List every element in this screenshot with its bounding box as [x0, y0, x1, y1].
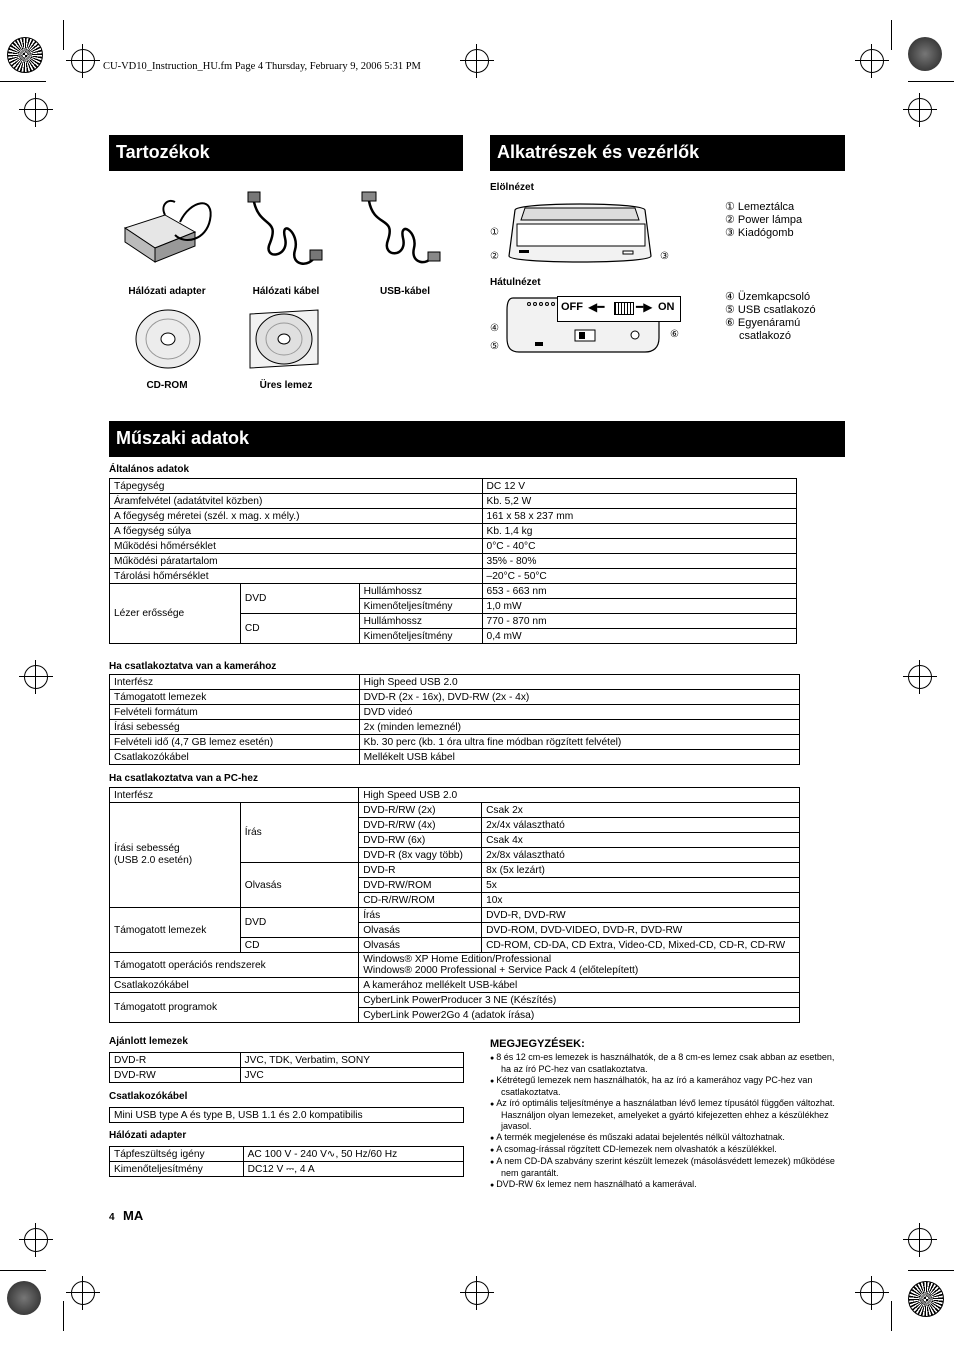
list-item: ● 8 és 12 cm-es lemezek is használhatók, de a 8 cm-es lemez csak abban az esetben, ha az író PC-hez van csatlakoztatva.	[490, 1052, 846, 1075]
spec-value: CyberLink Power2Go 4 (adatok írása)	[359, 1008, 800, 1023]
crop-line	[891, 20, 892, 50]
mode-label: Írás	[240, 803, 358, 863]
spec-value: High Speed USB 2.0	[359, 675, 799, 690]
spec-value: 2x (minden lemeznél)	[359, 720, 799, 735]
spec-key: Tárolási hőmérséklet	[110, 569, 483, 584]
spec-subkey: Kimenőteljesítmény	[359, 629, 482, 644]
usb-cable-illustration	[356, 188, 446, 273]
spec-value: A kamerához mellékelt USB-kábel	[359, 978, 800, 993]
media-type: DVD-R (8x vagy több)	[359, 848, 482, 863]
media-type: DVD	[240, 584, 359, 614]
accessory-cd-rom-caption: CD-ROM	[146, 380, 188, 391]
crosshair-mark	[860, 1281, 884, 1305]
spec-key: Csatlakozókábel	[110, 750, 360, 765]
crosshair-mark	[24, 98, 48, 122]
spec-key: Felvételi formátum	[110, 705, 360, 720]
spec-key: Támogatott programok	[110, 993, 359, 1023]
crosshair-mark	[71, 1281, 95, 1305]
media-type: DVD-R	[359, 863, 482, 878]
spec-key: Áramfelvétel (adatátvitel közben)	[110, 494, 483, 509]
switch-off-label: OFF	[561, 301, 583, 313]
media-type: DVD-RW/ROM	[359, 878, 482, 893]
mode-label: Írás	[359, 908, 482, 923]
spec-value: Kb. 5,2 W	[482, 494, 796, 509]
spec-value: CD-ROM, CD-DA, CD Extra, Video-CD, Mixed-CD, CD-R, CD-RW	[482, 938, 800, 953]
switch-on-label: ON	[658, 301, 675, 313]
rear-view-label: Hátulnézet	[490, 277, 541, 288]
crosshair-mark	[24, 1228, 48, 1252]
spec-value: 1,0 mW	[482, 599, 796, 614]
spec-value: JVC, TDK, Verbatim, SONY	[240, 1053, 463, 1068]
crop-line	[0, 81, 46, 82]
legend-eject-button: ③ Kiadógomb	[725, 227, 794, 239]
spec-key: Interfész	[110, 675, 360, 690]
recommended-discs-table	[109, 1052, 464, 1083]
spec-value: DVD videó	[359, 705, 799, 720]
adapter-table	[109, 1146, 464, 1177]
table-row	[110, 803, 800, 818]
table-row	[110, 705, 800, 720]
table-row	[110, 908, 800, 923]
spec-value: 2x/8x választható	[482, 848, 800, 863]
crosshair-mark	[908, 1228, 932, 1252]
spec-key: Támogatott lemezek	[110, 690, 360, 705]
table-row	[110, 1147, 464, 1162]
table-row	[110, 1162, 464, 1177]
table-row	[110, 1053, 464, 1068]
table-row	[110, 690, 800, 705]
table-row	[110, 584, 797, 599]
spec-value: Kb. 30 perc (kb. 1 óra ultra fine módban rögzített felvétel)	[359, 735, 799, 750]
spec-key: Tápfeszültség igény	[110, 1147, 244, 1162]
spec-value: 0,4 mW	[482, 629, 796, 644]
table-row	[110, 1108, 464, 1123]
table-row	[110, 554, 797, 569]
crop-line	[908, 81, 954, 82]
table-row	[110, 735, 800, 750]
spec-key: Csatlakozókábel	[110, 978, 359, 993]
crop-line	[891, 1301, 892, 1331]
crosshair-mark	[860, 49, 884, 73]
table-row	[110, 750, 800, 765]
media-type: DVD-R/RW (2x)	[359, 803, 482, 818]
pc-specs-label: Ha csatlakoztatva van a PC-hez	[109, 773, 258, 784]
spec-key: Tápegység	[110, 479, 483, 494]
list-item: ● A termék megjelenése és műszaki adatai bejelentés nélkül változhatnak.	[490, 1132, 846, 1144]
spec-value: –20°C - 50°C	[482, 569, 796, 584]
rear-legend	[725, 291, 816, 343]
spec-value: AC 100 V - 240 V∿, 50 Hz/60 Hz	[243, 1147, 463, 1162]
table-row	[110, 978, 800, 993]
notes-title: MEGJEGYZÉSEK:	[490, 1038, 585, 1050]
media-type: DVD-RW (6x)	[359, 833, 482, 848]
accessory-power-cable-caption: Hálózati kábel	[252, 286, 320, 297]
general-specs-table	[109, 478, 797, 644]
callout-6: ⑥	[670, 329, 679, 340]
spec-key: Működési páratartalom	[110, 554, 483, 569]
callout-3: ③	[660, 251, 669, 262]
spec-value: Csak 2x	[482, 803, 800, 818]
recommended-discs-label: Ajánlott lemezek	[109, 1036, 188, 1047]
crosshair-mark	[908, 98, 932, 122]
cd-rom-illustration	[133, 308, 203, 370]
crosshair-mark	[908, 665, 932, 689]
crop-line	[63, 20, 64, 50]
spec-key: A főegység méretei (szél. x mag. x mély.)	[110, 509, 483, 524]
table-row	[110, 539, 797, 554]
os-line-2000: Windows® 2000 Professional + Service Pack 4 (előtelepített)	[363, 965, 639, 976]
front-view-illustration	[505, 198, 655, 270]
table-row	[110, 509, 797, 524]
table-row	[110, 675, 800, 690]
crosshair-mark	[465, 1281, 489, 1305]
callout-4: ④	[490, 323, 499, 334]
table-row	[110, 524, 797, 539]
spec-value: 10x	[482, 893, 800, 908]
front-view-label: Elölnézet	[490, 182, 534, 193]
spec-value: DVD-R (2x - 16x), DVD-RW (2x - 4x)	[359, 690, 799, 705]
cable-label: Csatlakozókábel	[109, 1091, 188, 1102]
camera-specs-label: Ha csatlakoztatva van a kamerához	[109, 661, 277, 672]
os-line-xp: Windows® XP Home Edition/Professional	[363, 954, 552, 965]
spec-value: 653 - 663 nm	[482, 584, 796, 599]
spec-value: High Speed USB 2.0	[359, 788, 800, 803]
legend-power-switch: ④ Üzemkapcsoló	[725, 291, 811, 303]
accessory-usb-cable-caption: USB-kábel	[379, 286, 430, 297]
spec-value: 0°C - 40°C	[482, 539, 796, 554]
table-row	[110, 479, 797, 494]
blank-disc-illustration	[244, 308, 324, 370]
spec-key: Lézer erőssége	[110, 584, 241, 644]
registration-star-mark	[7, 37, 43, 73]
legend-disc-tray: ① Lemeztálca	[725, 201, 795, 213]
spec-key: A főegység súlya	[110, 524, 483, 539]
spec-value	[359, 953, 800, 978]
front-legend	[725, 201, 802, 240]
accessories-title: Tartozékok	[109, 135, 463, 171]
spec-value: 161 x 58 x 237 mm	[482, 509, 796, 524]
spec-key	[110, 803, 241, 908]
spec-value: 8x (5x lezárt)	[482, 863, 800, 878]
notes-section	[490, 1039, 846, 1191]
spec-value: 2x/4x választható	[482, 818, 800, 833]
cable-table	[109, 1107, 464, 1123]
spec-key: DVD-RW	[110, 1068, 241, 1083]
list-item: ● DVD-RW 6x lemez nem használható a kamerával.	[490, 1179, 846, 1191]
spec-value: Kb. 1,4 kg	[482, 524, 796, 539]
list-item: ● A nem CD-DA szabvány szerint készült lemezek (másolásvédett lemezek) működése nem garantált.	[490, 1156, 846, 1179]
parts-title: Alkatrészek és vezérlők	[490, 135, 845, 171]
crop-line	[0, 1270, 46, 1271]
spec-key: Kimenőteljesítmény	[110, 1162, 244, 1177]
region-code: MA	[123, 1208, 144, 1223]
switch-arrow-right-icon: ━▶	[636, 300, 653, 314]
callout-2: ②	[490, 251, 499, 262]
spec-value: Csak 4x	[482, 833, 800, 848]
table-row	[110, 1068, 464, 1083]
callout-5: ⑤	[490, 341, 499, 352]
spec-subkey: Hullámhossz	[359, 584, 482, 599]
registration-dark-mark	[908, 37, 942, 71]
spec-value: 770 - 870 nm	[482, 614, 796, 629]
spec-subkey: Kimenőteljesítmény	[359, 599, 482, 614]
legend-dc-connector-cont: csatlakozó	[739, 330, 791, 342]
switch-slider-icon	[614, 302, 634, 315]
spec-key: Felvételi idő (4,7 GB lemez esetén)	[110, 735, 360, 750]
crosshair-mark	[71, 49, 95, 73]
spec-value: 5x	[482, 878, 800, 893]
crop-line	[63, 1301, 64, 1331]
spec-value: DVD-ROM, DVD-VIDEO, DVD-R, DVD-RW	[482, 923, 800, 938]
spec-value: DVD-R, DVD-RW	[482, 908, 800, 923]
spec-key: Írási sebesség	[110, 720, 360, 735]
spec-subkey: Hullámhossz	[359, 614, 482, 629]
table-row	[110, 494, 797, 509]
spec-value: Mini USB type A és type B, USB 1.1 és 2.0 kompatibilis	[110, 1108, 464, 1123]
callout-1: ①	[490, 227, 499, 238]
media-type: DVD-R/RW (4x)	[359, 818, 482, 833]
mode-label: Olvasás	[359, 938, 482, 953]
legend-usb-connector: ⑤ USB csatlakozó	[725, 304, 816, 316]
switch-arrow-left-icon: ◀━	[588, 300, 605, 314]
list-item: ● Kétrétegű lemezek nem használhatók, ha az író a kamerához vagy PC-hez van csatlakoztatva.	[490, 1075, 846, 1098]
spec-value: Mellékelt USB kábel	[359, 750, 799, 765]
table-row	[110, 788, 800, 803]
crop-line	[908, 1270, 954, 1271]
file-header-line: CU-VD10_Instruction_HU.fm Page 4 Thursday, February 9, 2006 5:31 PM	[103, 61, 421, 72]
spec-value: JVC	[240, 1068, 463, 1083]
write-speed-label-2: (USB 2.0 esetén)	[114, 855, 193, 866]
notes-list	[490, 1052, 846, 1191]
spec-key: Támogatott lemezek	[110, 908, 241, 953]
accessory-ac-adapter-caption: Hálózati adapter	[128, 286, 206, 297]
power-cable-illustration	[240, 188, 330, 273]
ac-adapter-illustration	[120, 190, 220, 270]
table-row	[110, 953, 800, 978]
media-type: CD	[240, 614, 359, 644]
legend-dc-connector: ⑥ Egyenáramú	[725, 317, 801, 329]
table-row	[110, 720, 800, 735]
mode-label: Olvasás	[240, 863, 358, 908]
accessory-blank-disc-caption: Üres lemez	[259, 380, 313, 391]
spec-key: DVD-R	[110, 1053, 241, 1068]
general-specs-label: Általános adatok	[109, 464, 190, 475]
spec-key: Működési hőmérséklet	[110, 539, 483, 554]
spec-value: DC12 V ⎓, 4 A	[243, 1162, 463, 1177]
table-row	[110, 569, 797, 584]
crosshair-mark	[24, 665, 48, 689]
registration-star-mark	[908, 1281, 944, 1317]
registration-dark-mark	[7, 1281, 41, 1315]
write-speed-label: Írási sebesség	[114, 843, 180, 854]
media-type: CD-R/RW/ROM	[359, 893, 482, 908]
mode-label: Olvasás	[359, 923, 482, 938]
legend-power-lamp: ② Power lámpa	[725, 214, 803, 226]
table-row	[110, 993, 800, 1008]
adapter-label: Hálózati adapter	[109, 1130, 187, 1141]
specs-title: Műszaki adatok	[109, 421, 845, 457]
spec-value: DC 12 V	[482, 479, 796, 494]
spec-key: Támogatott operációs rendszerek	[110, 953, 359, 978]
spec-key: Interfész	[110, 788, 359, 803]
list-item: ● A csomag-írással rögzített CD-lemezek nem olvashatók a készülékkel.	[490, 1144, 846, 1156]
list-item: ● Az író optimális teljesítménye a használatban lévő lemez típusától függően változhat. Használjon olyan lemezeket, amelyeket a gyártó kifejezetten ehhez a készülékhez javasol.	[490, 1098, 846, 1132]
camera-specs-table	[109, 674, 800, 765]
pc-specs-table	[109, 787, 800, 1023]
media-type: DVD	[240, 908, 358, 938]
page-number: 4	[109, 1212, 115, 1223]
spec-value: 35% - 80%	[482, 554, 796, 569]
media-type: CD	[240, 938, 358, 953]
spec-value: CyberLink PowerProducer 3 NE (Készítés)	[359, 993, 800, 1008]
crosshair-mark	[465, 49, 489, 73]
